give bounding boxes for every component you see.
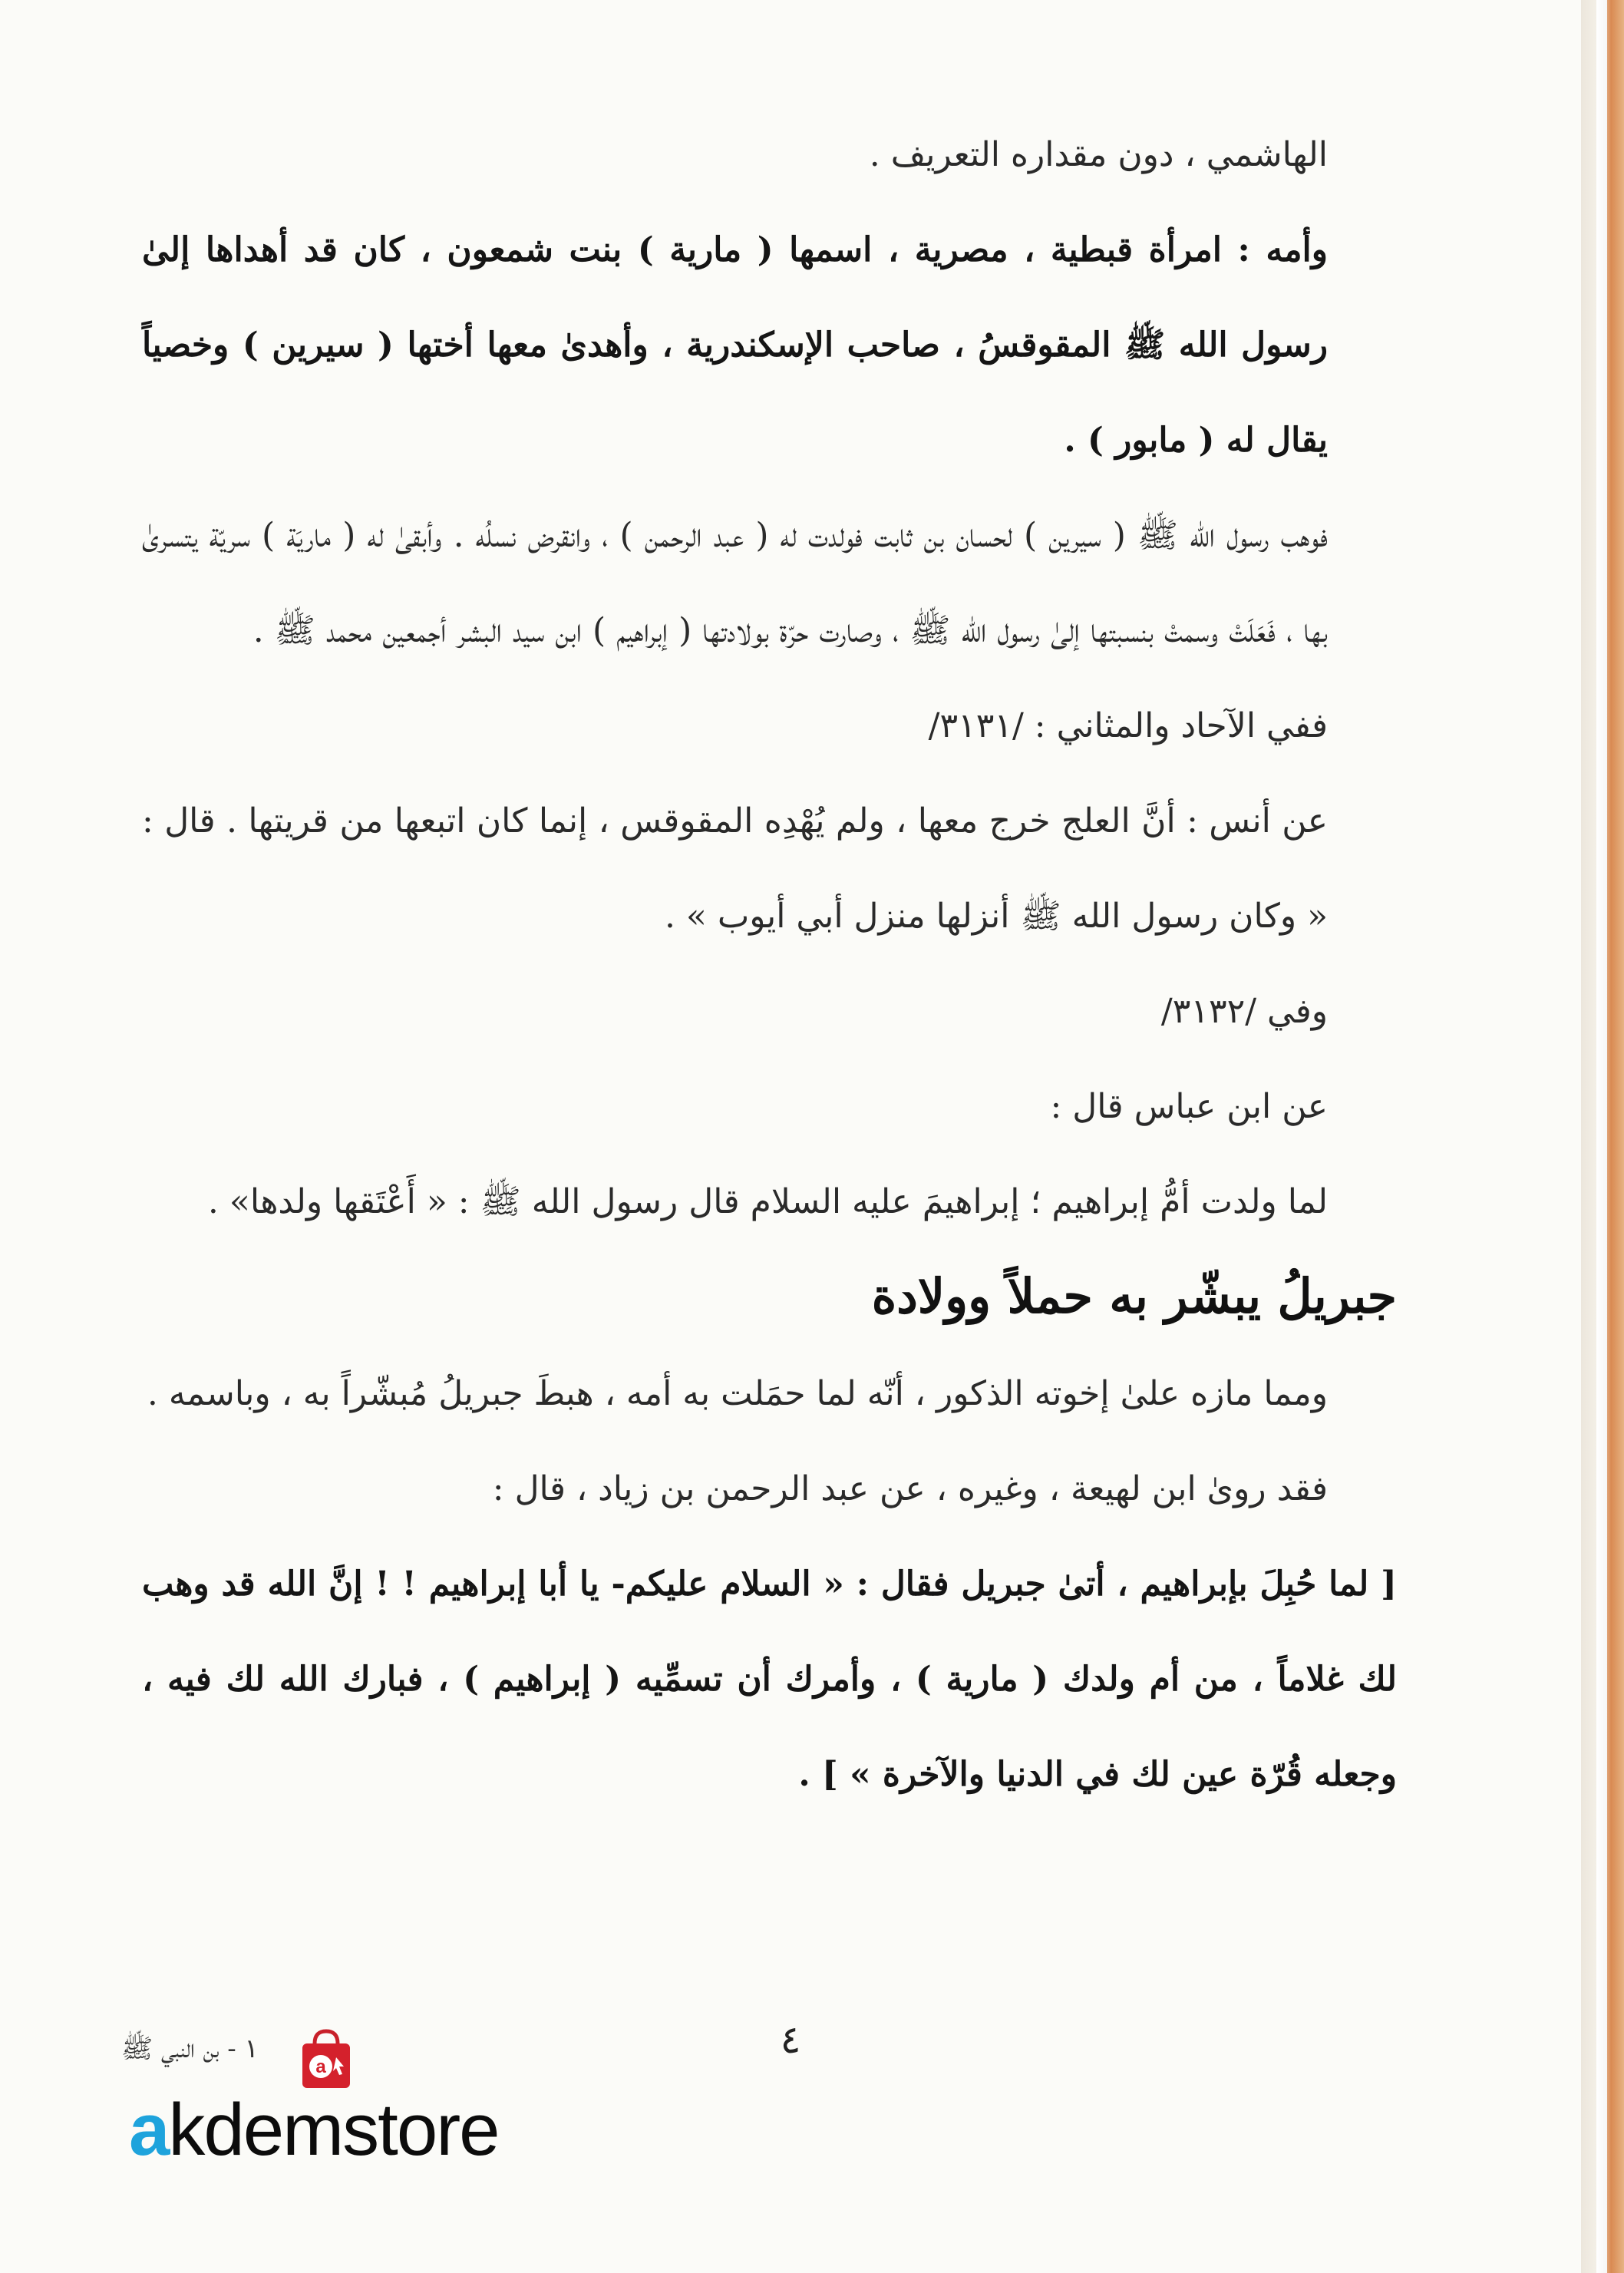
paragraph-7: عن ابن عباس قال : xyxy=(1050,1087,1328,1126)
footer-title: ١ - بن النبي ﷺ xyxy=(121,2033,259,2064)
paragraph-5: عن أنس : أنَّ العلج خرج معها ، ولم يُهْدِه المقوقس ، إنما كان اتبعها من قريتها . قال : « وكان رسول الله ﷺ أنزلها منزل أبي أيوب » . xyxy=(142,801,1328,936)
paragraph-6: وفي /٣١٣٢/ xyxy=(1160,992,1328,1031)
paragraph-1: الهاشمي ، دون مقداره التعريف . xyxy=(869,135,1328,174)
page-body xyxy=(142,107,1397,1822)
paragraph-8: لما ولدت أمُّ إبراهيم ؛ إبراهيمَ عليه السلام قال رسول الله ﷺ : « أَعْتَقها ولدها» . xyxy=(207,1182,1328,1221)
page-number: ٤ xyxy=(780,2017,801,2062)
paragraph-10: فقد روىٰ ابن لهيعة ، وغيره ، عن عبد الرحمن بن زياد ، قال : xyxy=(492,1469,1328,1508)
svg-text:a: a xyxy=(315,2057,326,2077)
logo-rest: kdemstore xyxy=(168,2089,499,2171)
book-edge-highlight xyxy=(1596,0,1607,2273)
paragraph-11: [ لما حُبِلَ بإبراهيم ، أتىٰ جبريل فقال : « السلام عليكم- يا أبا إبراهيم ! ! إنَّ الله قد وهب لك غلاماً ، من أم ولدك ( مارية ) ، وأمرك أن تسمِّيه ( إبراهيم ) ، فبارك الله لك فيه ، وجعله قُرّة عين لك في الدنيا والآخرة » ] . xyxy=(142,1564,1397,1794)
logo-wordmark xyxy=(129,2088,499,2172)
store-logo xyxy=(121,2027,666,2180)
logo-a: a xyxy=(129,2089,169,2171)
section-heading: جبريلُ يبشّر به حملاً وولادة xyxy=(871,1268,1397,1324)
paragraph-3: فوهب رسول الله ﷺ ( سيرين ) لحسان بن ثابت فولدت له ( عبد الرحمن ) ، وانقرض نسلُه . وأبقىٰ له ( ماريَة ) سريّة يتسرىٰ بها ، فَعَلَتْ وسمتْ بنسبتها إلىٰ رسول الله ﷺ ، وصارت حرّة بولادتها ( إبراهيم ) ابن سيد البشر أجمعين محمد ﷺ . xyxy=(142,516,1328,650)
shopping-bag-icon xyxy=(298,2027,355,2091)
paragraph-4: ففي الآحاد والمثاني : /٣١٣١/ xyxy=(928,706,1328,745)
paragraph-9: ومما مازه علىٰ إخوته الذكور ، أنّه لما حمَلت به أمه ، هبطَ جبريلُ مُبشّراً به ، وباسمه . xyxy=(147,1374,1328,1413)
paragraph-2: وأمه : امرأة قبطية ، مصرية ، اسمها ( مارية ) بنت شمعون ، كان قد أهداها إلىٰ رسول الله ﷺ المقوقسُ ، صاحب الإسكندرية ، وأهدىٰ معها أختها ( سيرين ) وخصياً يقال له ( مابور ) . xyxy=(142,230,1328,460)
